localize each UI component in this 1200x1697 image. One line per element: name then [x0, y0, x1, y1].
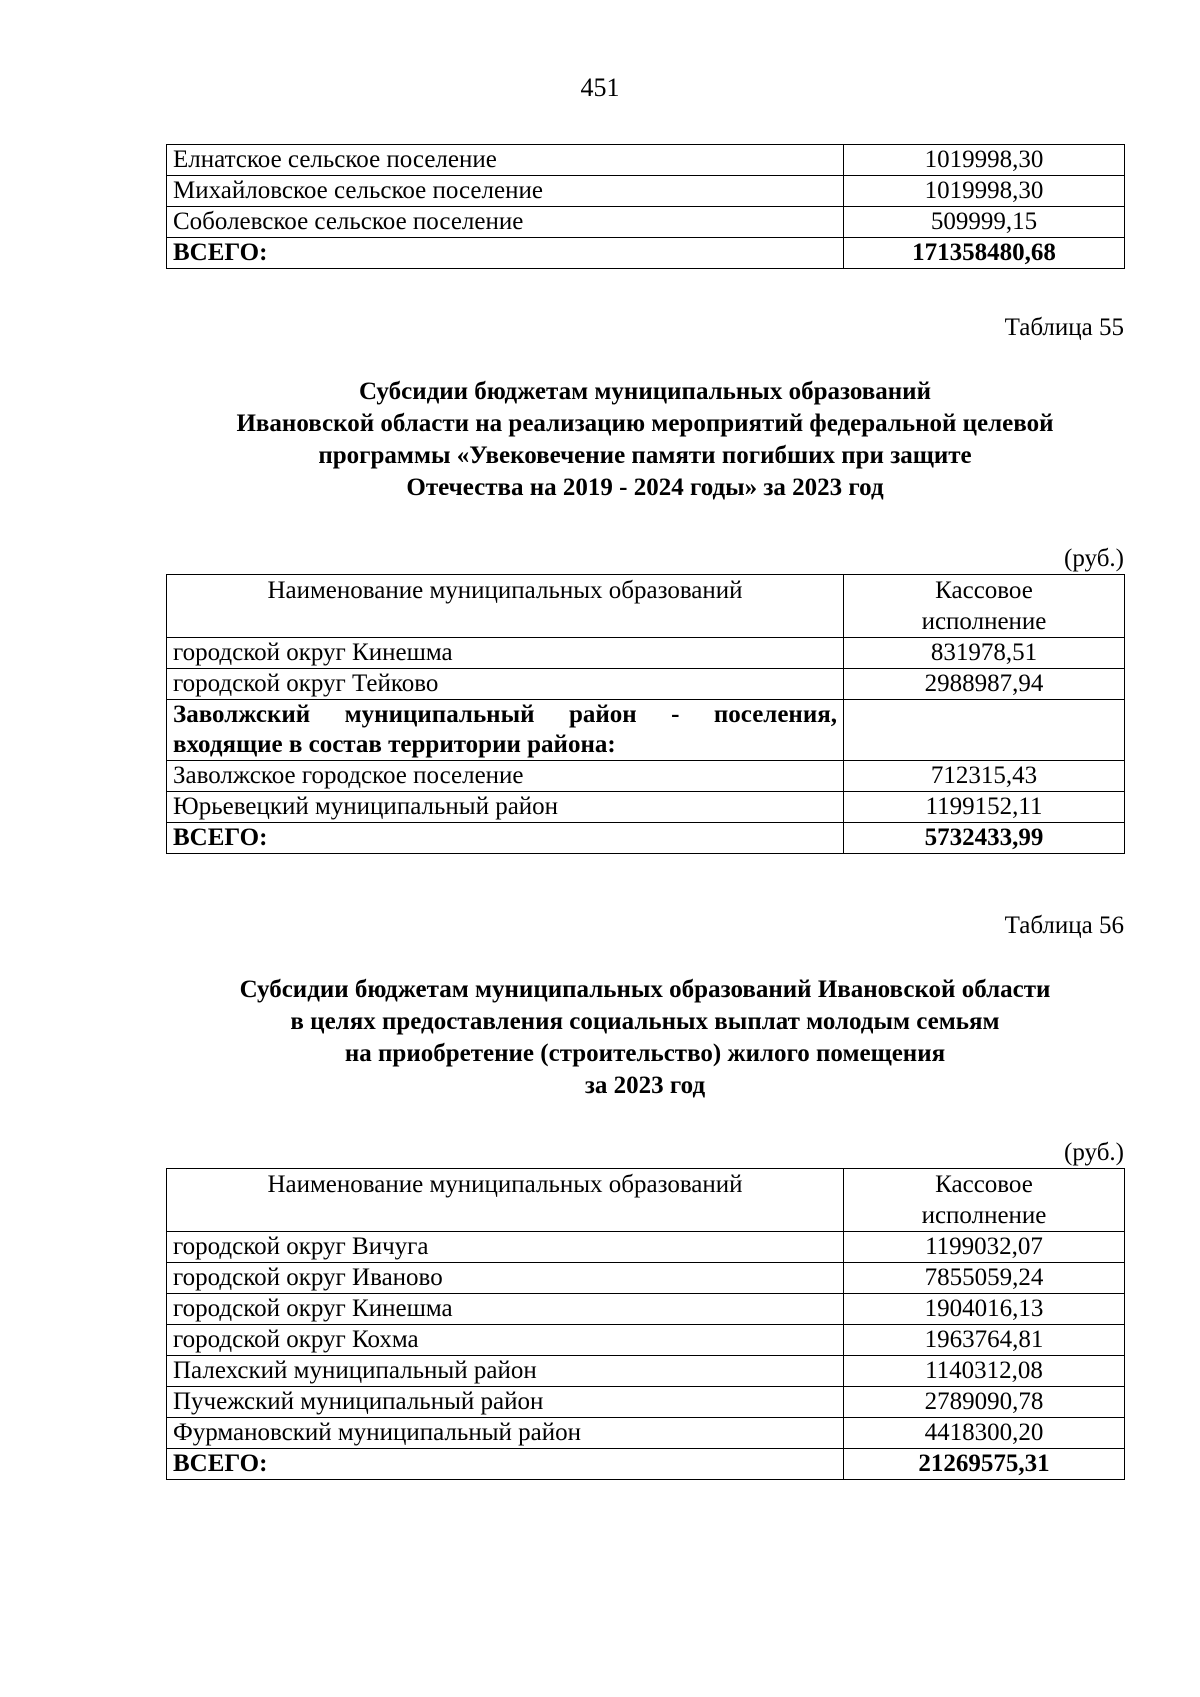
row-value: 712315,43	[844, 761, 1125, 792]
table-56-label: Таблица 56	[1004, 912, 1124, 939]
table-55-unit: (руб.)	[1064, 545, 1124, 572]
table-row	[167, 638, 1125, 669]
table-55	[166, 574, 1124, 854]
table-56-unit: (руб.)	[1064, 1139, 1124, 1166]
table-56-grid	[166, 1168, 1125, 1480]
table-56-title	[150, 974, 1140, 1102]
table-56	[166, 1168, 1124, 1480]
group-heading-row	[167, 700, 1125, 761]
table-row	[167, 1232, 1125, 1263]
row-name: городской округ Кинешма	[167, 1294, 844, 1325]
title-line: Ивановской области на реализацию мероприятий федеральной целевой	[236, 410, 1054, 437]
page-number: 451	[580, 73, 620, 102]
table-55-title	[150, 376, 1140, 504]
table-55-label: Таблица 55	[1004, 314, 1124, 341]
table-row	[167, 145, 1125, 176]
row-value: 2789090,78	[844, 1387, 1125, 1418]
header-value-line: исполнение	[921, 1202, 1047, 1229]
row-value: 1199032,07	[844, 1232, 1125, 1263]
table-row	[167, 1294, 1125, 1325]
table-row	[167, 1356, 1125, 1387]
row-name: городской округ Тейково	[167, 669, 844, 700]
row-value: 1019998,30	[844, 145, 1125, 176]
table-row	[167, 761, 1125, 792]
table-row	[167, 1263, 1125, 1294]
row-name: Соболевское сельское поселение	[167, 207, 844, 238]
row-value: 831978,51	[844, 638, 1125, 669]
row-value: 2988987,94	[844, 669, 1125, 700]
header-value-line: Кассовое	[935, 1171, 1033, 1198]
header-value	[844, 1169, 1125, 1232]
header-value	[844, 575, 1125, 638]
title-line: Субсидии бюджетам муниципальных образований	[359, 378, 931, 405]
total-row	[167, 238, 1125, 269]
total-row	[167, 1449, 1125, 1480]
row-value: 509999,15	[844, 207, 1125, 238]
total-label: ВСЕГО:	[167, 823, 844, 854]
title-line: программы «Увековечение памяти погибших при защите	[318, 442, 972, 469]
table-row	[167, 1387, 1125, 1418]
row-name: городской округ Вичуга	[167, 1232, 844, 1263]
header-name: Наименование муниципальных образований	[167, 1169, 844, 1232]
header-name: Наименование муниципальных образований	[167, 575, 844, 638]
row-name: Елнатское сельское поселение	[167, 145, 844, 176]
header-value-line: исполнение	[921, 608, 1047, 635]
row-value: 7855059,24	[844, 1263, 1125, 1294]
table-header-row	[167, 575, 1125, 638]
total-label: ВСЕГО:	[167, 1449, 844, 1480]
row-name: Пучежский муниципальный район	[167, 1387, 844, 1418]
table-54-tail-grid	[166, 144, 1125, 269]
table-row	[167, 669, 1125, 700]
row-name: Михайловское сельское поселение	[167, 176, 844, 207]
row-name: Заволжское городское поселение	[167, 761, 844, 792]
row-value: 1963764,81	[844, 1325, 1125, 1356]
title-line: Отечества на 2019 - 2024 годы» за 2023 год	[406, 474, 884, 501]
total-value: 21269575,31	[844, 1449, 1125, 1480]
table-row	[167, 1325, 1125, 1356]
table-55-grid	[166, 574, 1125, 854]
table-row	[167, 1418, 1125, 1449]
table-54-tail	[166, 144, 1124, 269]
row-value: 1019998,30	[844, 176, 1125, 207]
group-heading: Заволжский муниципальный район - поселения, входящие в состав территории района:	[167, 700, 844, 761]
row-name: городской округ Кинешма	[167, 638, 844, 669]
total-row	[167, 823, 1125, 854]
total-value: 171358480,68	[844, 238, 1125, 269]
table-header-row	[167, 1169, 1125, 1232]
row-value: 1199152,11	[844, 792, 1125, 823]
total-value: 5732433,99	[844, 823, 1125, 854]
table-row	[167, 207, 1125, 238]
row-value: 4418300,20	[844, 1418, 1125, 1449]
row-name: Юрьевецкий муниципальный район	[167, 792, 844, 823]
table-row	[167, 176, 1125, 207]
title-line: на приобретение (строительство) жилого помещения	[344, 1040, 946, 1067]
row-value: 1904016,13	[844, 1294, 1125, 1325]
title-line: в целях предоставления социальных выплат молодым семьям	[290, 1008, 1000, 1035]
row-name: Палехский муниципальный район	[167, 1356, 844, 1387]
row-name: городской округ Кохма	[167, 1325, 844, 1356]
total-label: ВСЕГО:	[167, 238, 844, 269]
row-name: Фурмановский муниципальный район	[167, 1418, 844, 1449]
table-row	[167, 792, 1125, 823]
group-heading-empty	[844, 700, 1125, 761]
title-line: Субсидии бюджетам муниципальных образований Ивановской области	[239, 976, 1051, 1003]
row-value: 1140312,08	[844, 1356, 1125, 1387]
title-line: за 2023 год	[584, 1072, 706, 1099]
header-value-line: Кассовое	[935, 577, 1033, 604]
row-name: городской округ Иваново	[167, 1263, 844, 1294]
